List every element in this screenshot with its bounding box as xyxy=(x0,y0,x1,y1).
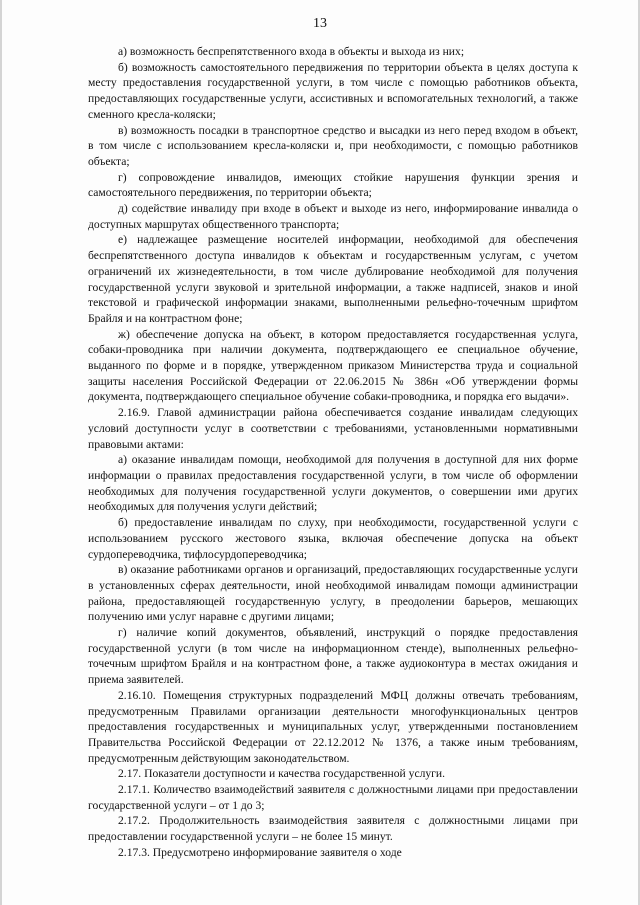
paragraph-2-17: 2.17. Показатели доступности и качества государственной услуги. xyxy=(118,767,446,781)
paragraph-item-zh-guide-dog: ж) обеспечение допуска на объект, в котором предоставляется государственная услуга, собаки-проводника при наличии документа, подтверждающего ее специальное обучение, выданного по форме и в порядке, утвержденном приказом Министерства труда и социальной защиты населения Российской Федерации от 22.06.2015 № 386н «Об утверждении формы документа, подтверждающего специальное обучение собаки-проводника, и порядка его выдачи». xyxy=(88,327,578,404)
paragraph-2-16-9-v: в) оказание работниками органов и организаций, предоставляющих государственные услуги в установленных сферах деятельности, иной необходимой инвалидам помощи администрации района, предоставляющей государственную услугу, в преодолении барьеров, мешающих получению ими услуг наравне с другими лицами; xyxy=(88,563,578,624)
paragraph-2-16-9-a: а) оказание инвалидам помощи, необходимой для получения в доступной для них форме информации о правилах предоставления государственной услуги, в том числе об оформлении необходимых для получения государственной услуги документов, о совершении ими других необходимых для получения услуги действий; xyxy=(88,453,578,514)
paragraph-item-v-transport: в) возможность посадки в транспортное средство и высадки из него перед входом в объект, в том числе с использованием кресла-коляски и, при необходимости, с помощью работников объекта; xyxy=(88,123,578,168)
paragraph-item-e-information: е) надлежащее размещение носителей информации, необходимой для обеспечения беспрепятственного доступа инвалидов к объектам и государственным услугам, с учетом ограничений их жизнедеятельности, в том числе дублирование необходимой для получения государственной услуги звуковой и зрительной информации, а также надписей, знаков и иной текстовой и графической информации знаками, выполненными рельефно-точечным шрифтом Брайля и на контрастном фоне; xyxy=(88,233,578,325)
paragraph-item-a-entry-exit: а) возможность беспрепятственного входа в объекты и выхода из них; xyxy=(118,45,465,58)
page-number: 13 xyxy=(313,16,327,31)
paragraph-2-16-9-g: г) наличие копий документов, объявлений, инструкций о порядке предоставления государственной услуги (в том числе на информационном стенде), выполненных рельефно-точечным шрифтом Брайля и на контрастном фоне, а также аудиоконтура в местах ожидания и приема заявителей. xyxy=(88,626,578,687)
paragraph-2-17-2: 2.17.2. Продолжительность взаимодействия заявителя с должностными лицами при предоставлении государственной услуги – не более 15 минут. xyxy=(88,814,578,844)
paragraph-2-16-10: 2.16.10. Помещения структурных подразделений МФЦ должны отвечать требованиям, предусмотренным Правилами организации деятельности многофункциональных центров предоставления государственных и муниципальных услуг, утвержденными постановлением Правительства Российской Федерации от 22.12.2012 № 1376, а также иным требованиям, предусмотренным действующим законодательством. xyxy=(88,688,578,765)
page-left-edge xyxy=(0,0,2,905)
paragraph-2-16-9-b: б) предоставление инвалидам по слуху, при необходимости, государственной услуги с использованием русского жестового языка, включая обеспечение допуска на объект сурдопереводчика, тифлосурдопереводчика; xyxy=(88,516,578,561)
paragraph-item-b-movement: б) возможность самостоятельного передвижения по территории объекта в целях доступа к месту предоставления государственной услуги, в том числе с помощью работников объекта, предоставляющих государственные услуги, ассистивных и вспомогательных технологий, а также сменного кресла-коляски; xyxy=(88,60,578,121)
paragraph-item-d-assistance: д) содействие инвалиду при входе в объект и выходе из него, информирование инвалида о доступных маршрутах общественного транспорта; xyxy=(88,202,578,231)
paragraph-2-17-1: 2.17.1. Количество взаимодействий заявителя с должностными лицами при предоставлении государственной услуги – от 1 до 3; xyxy=(88,783,578,812)
document-body xyxy=(88,44,578,861)
paragraph-2-16-9: 2.16.9. Главой администрации района обеспечивается создание инвалидам следующих условий доступности услуг в соответствии с требованиями, установленными нормативными правовыми актами: xyxy=(88,406,578,451)
paragraph-2-17-3: 2.17.3. Предусмотрено информирование заявителя о ходе xyxy=(118,845,402,859)
paragraph-item-g-escort: г) сопровождение инвалидов, имеющих стойкие нарушения функции зрения и самостоятельного передвижения, по территории объекта; xyxy=(88,170,578,200)
